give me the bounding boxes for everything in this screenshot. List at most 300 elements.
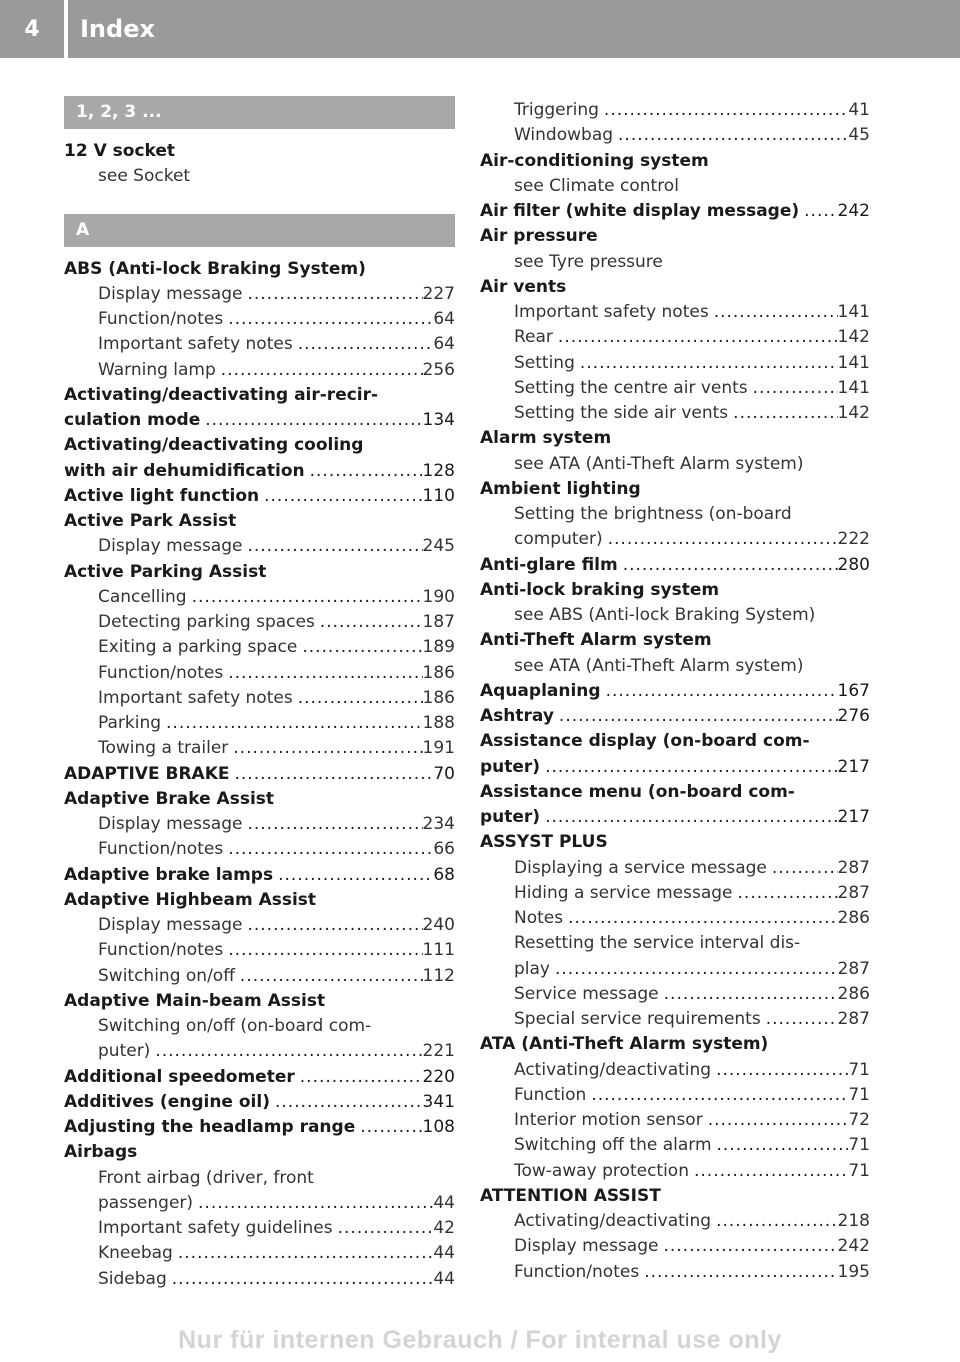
index-subentry	[480, 376, 870, 401]
entry-text: Function/notes	[514, 1261, 640, 1282]
index-column-left	[64, 96, 455, 1292]
page-reference: 110	[422, 485, 455, 506]
index-subentry	[480, 906, 870, 931]
index-see-reference	[480, 452, 870, 477]
page-reference: 195	[837, 1261, 870, 1282]
page-reference: 287	[837, 882, 870, 903]
page-reference: 41	[848, 100, 870, 120]
page-reference: 112	[422, 965, 455, 986]
dot-leader	[711, 1058, 848, 1083]
entry-text: Active Parking Assist	[64, 561, 267, 582]
dot-leader	[658, 1234, 837, 1259]
index-subentry	[64, 1191, 455, 1216]
index-subentry	[480, 1209, 870, 1234]
dot-leader	[599, 98, 848, 123]
entry-text: Towing a trailer	[98, 738, 229, 759]
entry-text: computer)	[514, 529, 603, 550]
section-spacer	[64, 190, 455, 214]
entry-text: 12 V socket	[64, 141, 176, 161]
dot-leader	[193, 1191, 433, 1216]
dot-leader	[295, 1065, 423, 1090]
entry-text: play	[514, 958, 550, 979]
page-reference: 45	[848, 125, 870, 146]
dot-leader	[618, 553, 838, 578]
page-reference: 186	[422, 687, 455, 708]
footer-watermark: Nur für internen Gebrauch / For internal use only	[178, 1326, 782, 1354]
index-entry	[64, 762, 455, 787]
entry-text: Exiting a parking space	[98, 637, 298, 658]
index-see-reference	[480, 603, 870, 628]
index-subentry	[480, 300, 870, 325]
entry-text: Switching off the alarm	[514, 1135, 712, 1156]
entry-text: ASSYST PLUS	[480, 832, 608, 853]
index-subentry	[64, 1166, 455, 1191]
page-reference: 64	[433, 334, 455, 355]
index-subentry	[480, 856, 870, 881]
entry-text: Alarm system	[480, 428, 612, 449]
page-reference: 217	[837, 756, 870, 777]
index-entry	[64, 408, 455, 433]
index-entry	[480, 199, 870, 224]
entry-text: Additional speedometer	[64, 1066, 295, 1087]
page-reference: 286	[837, 908, 870, 928]
page-reference: 71	[848, 1160, 870, 1181]
entry-text: Adaptive Highbeam Assist	[64, 889, 317, 910]
dot-leader	[273, 863, 433, 888]
index-entry	[480, 805, 870, 830]
entry-text: Cancelling	[98, 586, 187, 607]
index-entry	[64, 1065, 455, 1090]
entry-text: Anti-lock braking system	[480, 579, 720, 600]
dot-leader	[563, 906, 837, 931]
dot-leader	[709, 300, 838, 325]
page-reference: 218	[837, 1211, 870, 1231]
dot-leader	[767, 856, 838, 881]
entry-text: see ABS (Anti-lock Braking System)	[514, 605, 816, 625]
index-column-right	[480, 98, 870, 1285]
page-reference: 142	[837, 403, 870, 423]
dot-leader	[293, 686, 423, 711]
dot-leader	[712, 1133, 849, 1158]
index-subentry	[480, 351, 870, 376]
page-reference: 287	[837, 958, 870, 979]
index-subentry	[64, 964, 455, 989]
index-see-reference	[480, 654, 870, 679]
page-reference: 44	[433, 1243, 455, 1264]
index-entry	[64, 509, 455, 534]
page-reference: 72	[848, 1110, 870, 1130]
index-subentry	[64, 358, 455, 383]
index-entry	[64, 139, 455, 164]
page-reference: 142	[837, 327, 870, 348]
dot-leader	[553, 325, 838, 350]
page-reference: 287	[837, 1009, 870, 1029]
dot-leader	[601, 679, 838, 704]
dot-leader	[242, 282, 422, 307]
dot-leader	[333, 1216, 434, 1241]
index-subentry	[64, 711, 455, 736]
index-entry	[64, 1115, 455, 1140]
index-subentry	[480, 1159, 870, 1184]
entry-text: Setting the side air vents	[514, 403, 729, 423]
index-entry	[480, 477, 870, 502]
index-subentry	[480, 325, 870, 350]
index-see-reference	[480, 250, 870, 275]
page-reference: 134	[422, 410, 455, 430]
page-reference: 188	[422, 713, 455, 733]
dot-leader	[703, 1108, 849, 1133]
index-subentry	[480, 982, 870, 1007]
page-reference: 287	[837, 857, 870, 878]
dot-leader	[711, 1209, 837, 1234]
dot-leader	[259, 484, 422, 509]
entry-text: ADAPTIVE BRAKE	[64, 763, 230, 784]
index-subentry	[480, 881, 870, 906]
entry-text: Tow-away protection	[514, 1160, 689, 1181]
dot-leader	[229, 762, 433, 787]
dot-leader	[223, 837, 433, 862]
index-entry	[64, 888, 455, 913]
page-reference: 66	[433, 839, 455, 860]
entry-text: Rear	[514, 327, 553, 348]
entry-text: Air vents	[480, 276, 567, 297]
index-entry	[64, 383, 455, 408]
entry-text: Important safety notes	[98, 687, 293, 708]
entry-text: Resetting the service interval dis-	[514, 933, 801, 954]
entry-text: Anti-glare film	[480, 554, 618, 575]
dot-leader	[659, 982, 838, 1007]
entry-text: Displaying a service message	[514, 857, 767, 878]
page-reference: 220	[422, 1066, 455, 1087]
index-entry	[480, 830, 870, 855]
dot-leader	[554, 704, 838, 729]
dot-leader	[540, 805, 837, 830]
index-entry	[480, 426, 870, 451]
entry-text: Activating/deactivating cooling	[64, 435, 364, 456]
entry-text: Hiding a service message	[514, 882, 733, 903]
entry-text: Adaptive Main-beam Assist	[64, 990, 326, 1011]
index-entry	[480, 780, 870, 805]
entry-text: Setting the brightness (on-board	[514, 504, 792, 524]
entry-text: Ambient lighting	[480, 478, 641, 499]
entry-text: see Climate control	[514, 175, 679, 196]
page-reference: 280	[837, 554, 870, 575]
dot-leader	[305, 459, 423, 484]
index-entry	[480, 679, 870, 704]
entry-text: culation mode	[64, 410, 201, 430]
index-subentry	[480, 1133, 870, 1158]
page-header	[0, 0, 960, 58]
page-reference: 111	[422, 940, 455, 961]
dot-leader	[223, 938, 422, 963]
index-entry	[480, 1032, 870, 1057]
page-reference: 71	[848, 1135, 870, 1156]
index-subentry	[480, 931, 870, 956]
dot-leader	[242, 812, 422, 837]
index-subentry	[64, 610, 455, 635]
entry-text: Important safety guidelines	[98, 1218, 333, 1238]
entry-text: Adaptive brake lamps	[64, 864, 274, 885]
dot-leader	[187, 585, 423, 610]
entry-text: Switching on/off (on-board com-	[98, 1016, 372, 1036]
index-subentry	[480, 1007, 870, 1032]
page-reference: 141	[837, 377, 870, 398]
entry-text: ATA (Anti-Theft Alarm system)	[480, 1034, 769, 1055]
index-subentry	[480, 1260, 870, 1285]
entry-text: Function/notes	[98, 309, 224, 329]
dot-leader	[200, 408, 422, 433]
entry-text: see Socket	[98, 166, 191, 187]
page-reference: 128	[422, 460, 455, 481]
entry-text: Sidebag	[98, 1268, 167, 1289]
index-entry	[64, 989, 455, 1014]
entry-text: Display message	[98, 536, 243, 557]
index-subentry	[480, 957, 870, 982]
page-reference: 227	[422, 283, 455, 304]
index-subentry	[64, 332, 455, 357]
index-section-header: 1, 2, 3 ...	[64, 96, 455, 129]
dot-leader	[235, 964, 423, 989]
page-reference: 141	[837, 352, 870, 373]
index-subentry	[64, 913, 455, 938]
entry-text: Function/notes	[98, 839, 224, 860]
dot-leader	[575, 351, 838, 376]
page-reference: 108	[422, 1117, 455, 1137]
dot-leader	[728, 401, 837, 426]
index-subentry	[64, 1241, 455, 1266]
page-reference: 167	[837, 680, 870, 701]
entry-text: Switching on/off	[98, 965, 235, 986]
page-reference: 217	[837, 807, 870, 827]
index-subentry	[480, 1234, 870, 1259]
page-reference: 191	[422, 738, 455, 759]
dot-leader	[603, 527, 838, 552]
entry-text: Kneebag	[98, 1243, 173, 1264]
entry-text: Air-conditioning system	[480, 150, 709, 171]
entry-text: Active Park Assist	[64, 511, 237, 531]
page-reference: 341	[422, 1091, 455, 1112]
entry-text: Assistance menu (on-board com-	[480, 781, 795, 802]
index-entry	[480, 149, 870, 174]
page-reference: 190	[422, 586, 455, 607]
entry-text: puter)	[98, 1041, 151, 1062]
page-reference: 70	[433, 763, 455, 784]
index-subentry	[64, 534, 455, 559]
page-reference: 44	[433, 1192, 455, 1213]
entry-text: Function	[514, 1084, 587, 1105]
dot-leader	[761, 1007, 838, 1032]
page-reference: 242	[837, 1236, 870, 1257]
index-section-header: A	[64, 214, 455, 247]
entry-text: Display message	[98, 283, 243, 304]
page-reference: 71	[848, 1059, 870, 1080]
entry-text: Ashtray	[480, 706, 554, 726]
entry-text: see ATA (Anti-Theft Alarm system)	[514, 655, 804, 676]
index-subentry	[480, 123, 870, 148]
dot-leader	[315, 610, 423, 635]
index-entry	[64, 863, 455, 888]
index-entry	[480, 224, 870, 249]
page-title: Index	[80, 15, 155, 43]
entry-text: Service message	[514, 983, 659, 1004]
dot-leader	[167, 1267, 434, 1292]
dot-leader	[242, 913, 422, 938]
entry-text: passenger)	[98, 1192, 194, 1213]
index-subentry	[64, 282, 455, 307]
page-reference: 64	[433, 309, 455, 329]
entry-text: see ATA (Anti-Theft Alarm system)	[514, 453, 804, 474]
entry-text: Warning lamp	[98, 359, 216, 380]
entry-text: ATTENTION ASSIST	[480, 1185, 661, 1206]
header-divider	[64, 0, 68, 58]
dot-leader	[242, 534, 422, 559]
index-subentry	[64, 1039, 455, 1064]
index-entry	[64, 1140, 455, 1165]
entry-text: Display message	[98, 814, 243, 834]
entry-text: Setting	[514, 352, 575, 373]
entry-text: Airbags	[64, 1142, 138, 1163]
dot-leader	[161, 711, 423, 736]
page-reference: 242	[837, 201, 870, 221]
entry-text: with air dehumidification	[64, 460, 305, 481]
dot-leader	[270, 1090, 423, 1115]
index-subentry	[64, 635, 455, 660]
dot-leader	[297, 635, 422, 660]
dot-leader	[799, 199, 837, 224]
index-entry	[480, 553, 870, 578]
entry-text: Windowbag	[514, 125, 614, 146]
entry-text: puter)	[480, 807, 541, 827]
index-subentry	[64, 837, 455, 862]
page-reference: 44	[433, 1268, 455, 1289]
dot-leader	[173, 1241, 434, 1266]
index-subentry	[64, 938, 455, 963]
dot-leader	[733, 881, 838, 906]
page-reference: 141	[837, 302, 870, 322]
entry-text: Special service requirements	[514, 1009, 761, 1029]
index-entry	[480, 578, 870, 603]
dot-leader	[355, 1115, 422, 1140]
index-subentry	[480, 1083, 870, 1108]
dot-leader	[550, 957, 838, 982]
entry-text: puter)	[480, 756, 541, 777]
entry-text: Adaptive Brake Assist	[64, 788, 275, 809]
index-subentry	[64, 686, 455, 711]
entry-text: Function/notes	[98, 662, 224, 683]
entry-text: Activating/deactivating	[514, 1211, 712, 1231]
page-reference: 71	[848, 1084, 870, 1105]
page-number: 4	[24, 16, 40, 42]
entry-text: Display message	[98, 915, 243, 935]
dot-leader	[223, 661, 422, 686]
entry-text: Important safety notes	[514, 302, 709, 322]
page-reference: 189	[422, 637, 455, 658]
entry-text: Display message	[514, 1236, 659, 1257]
index-subentry	[480, 502, 870, 527]
dot-leader	[216, 358, 423, 383]
index-subentry	[64, 736, 455, 761]
index-entry	[480, 1184, 870, 1209]
page-reference: 240	[422, 915, 455, 935]
index-see-reference	[480, 174, 870, 199]
dot-leader	[613, 123, 848, 148]
index-entry	[64, 484, 455, 509]
entry-text: see Tyre pressure	[514, 251, 663, 272]
index-entry	[64, 1090, 455, 1115]
entry-text: Notes	[514, 908, 564, 928]
index-subentry	[480, 527, 870, 552]
index-subentry	[64, 812, 455, 837]
dot-leader	[228, 736, 422, 761]
entry-text: Detecting parking spaces	[98, 612, 315, 632]
page-reference: 68	[433, 864, 455, 885]
dot-leader	[586, 1083, 848, 1108]
entry-text: Air pressure	[480, 226, 598, 247]
page-reference: 286	[837, 983, 870, 1004]
page-reference: 221	[422, 1041, 455, 1062]
page-reference: 42	[433, 1218, 455, 1238]
entry-text: Air filter (white display message)	[480, 201, 800, 221]
dot-leader	[293, 332, 434, 357]
entry-text: Aquaplaning	[480, 680, 601, 701]
dot-leader	[748, 376, 838, 401]
index-entry	[64, 433, 455, 458]
entry-text: Assistance display (on-board com-	[480, 731, 810, 752]
index-entry	[480, 729, 870, 754]
index-subentry	[480, 98, 870, 123]
entry-text: Active light function	[64, 485, 260, 506]
page-reference: 187	[422, 612, 455, 632]
page-reference: 256	[422, 359, 455, 380]
entry-text: Additives (engine oil)	[64, 1091, 270, 1112]
index-see-reference	[64, 164, 455, 189]
entry-text: Important safety notes	[98, 334, 293, 355]
entry-text: Activating/deactivating air-recir-	[64, 384, 379, 405]
page-reference: 245	[422, 536, 455, 557]
entry-text: Function/notes	[98, 940, 224, 961]
entry-text: Triggering	[514, 100, 599, 120]
dot-leader	[150, 1039, 422, 1064]
page-reference: 186	[422, 662, 455, 683]
dot-leader	[540, 755, 837, 780]
index-subentry	[64, 1216, 455, 1241]
index-entry	[480, 628, 870, 653]
index-subentry	[480, 1058, 870, 1083]
entry-text: Parking	[98, 713, 162, 733]
page-reference: 222	[837, 529, 870, 550]
entry-text: Setting the centre air vents	[514, 377, 748, 398]
dot-leader	[639, 1260, 837, 1285]
entry-text: Interior motion sensor	[514, 1110, 703, 1130]
page-reference: 276	[837, 706, 870, 726]
index-subentry	[480, 1108, 870, 1133]
entry-text: Anti-Theft Alarm system	[480, 630, 712, 651]
entry-text: ABS (Anti-lock Braking System)	[64, 258, 366, 279]
index-entry	[480, 275, 870, 300]
index-subentry	[64, 1267, 455, 1292]
index-subentry	[64, 661, 455, 686]
dot-leader	[689, 1159, 848, 1184]
index-entry	[64, 560, 455, 585]
dot-leader	[223, 307, 433, 332]
index-entry	[64, 459, 455, 484]
index-subentry	[480, 401, 870, 426]
index-entry	[480, 704, 870, 729]
index-entry	[480, 755, 870, 780]
index-subentry	[64, 1014, 455, 1039]
page-reference: 234	[422, 814, 455, 834]
entry-text: Activating/deactivating	[514, 1059, 712, 1080]
